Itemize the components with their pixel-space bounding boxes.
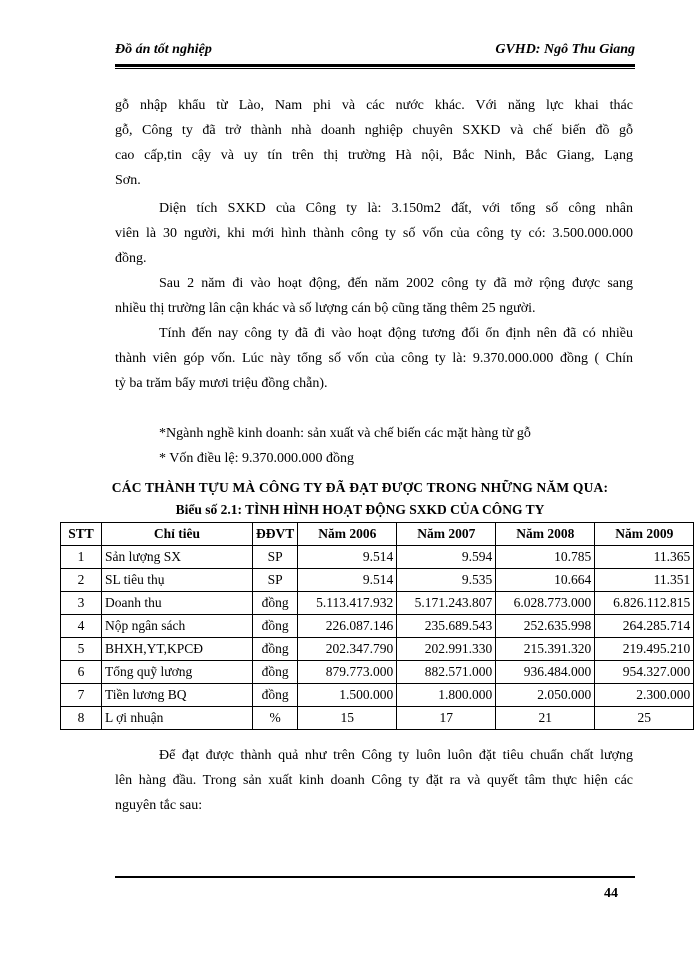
business-line-bullet: *Ngành nghề kinh doanh: sản xuất và chế biến các mặt hàng từ gỗ: [159, 426, 531, 441]
cell-unit: đồng: [253, 615, 298, 638]
cell-value: 882.571.000: [397, 661, 496, 684]
cell-value: 9.514: [298, 569, 397, 592]
header-left-title: Đồ án tốt nghiệp: [115, 42, 212, 57]
cell-indicator: Tổng quỹ lương: [102, 661, 253, 684]
table-row: [61, 661, 694, 684]
cell-indicator: BHXH,YT,KPCĐ: [102, 638, 253, 661]
paragraph-2: [115, 196, 633, 271]
table-caption: Biểu số 2.1: TÌNH HÌNH HOẠT ĐỘNG SXKD CỦA CÔNG TY: [175, 502, 545, 517]
cell-value: 202.347.790: [298, 638, 397, 661]
text-line: gỗ, Công ty đã trở thành nhà doanh nghiệp chuyên SXKD và chế biến đồ gỗ: [115, 123, 633, 138]
cell-value: 15: [298, 707, 397, 730]
cell-value: 9.594: [397, 546, 496, 569]
cell-stt: 3: [61, 592, 102, 615]
header-right-supervisor: GVHD: Ngô Thu Giang: [495, 42, 635, 57]
table-row: [61, 638, 694, 661]
text-line: nhiều thị trường lân cận khác và số lượng cán bộ cũng tăng thêm 25 người.: [115, 301, 536, 316]
cell-value: 25: [595, 707, 694, 730]
cell-stt: 8: [61, 707, 102, 730]
cell-unit: đồng: [253, 684, 298, 707]
cell-value: 9.535: [397, 569, 496, 592]
header-cell-stt: STT: [61, 523, 102, 546]
cell-stt: 6: [61, 661, 102, 684]
paragraph-3: [115, 271, 633, 321]
cell-stt: 4: [61, 615, 102, 638]
cell-value: 226.087.146: [298, 615, 397, 638]
cell-value: 5.171.243.807: [397, 592, 496, 615]
cell-value: 252.635.998: [496, 615, 595, 638]
cell-unit: đồng: [253, 661, 298, 684]
cell-stt: 7: [61, 684, 102, 707]
cell-unit: SP: [253, 569, 298, 592]
text-line: viên là 30 người, khi mới hình thành công ty số vốn của công ty có: 3.500.000.000: [115, 226, 633, 241]
text-line: Diện tích SXKD của Công ty là: 3.150m2 đất, với tổng số công nhân: [159, 201, 633, 216]
header-divider-thin: [115, 68, 635, 69]
cell-value: 10.785: [496, 546, 595, 569]
cell-value: 10.664: [496, 569, 595, 592]
footer-divider: [115, 876, 635, 878]
cell-value: 219.495.210: [595, 638, 694, 661]
cell-value: 5.113.417.932: [298, 592, 397, 615]
paragraph-1: [115, 93, 633, 193]
cell-value: 2.050.000: [496, 684, 595, 707]
table-row: [61, 592, 694, 615]
cell-stt: 5: [61, 638, 102, 661]
header-cell-2009: Năm 2009: [595, 523, 694, 546]
text-line: Để đạt được thành quả như trên Công ty luôn luôn đặt tiêu chuẩn chất lượng: [159, 748, 633, 763]
text-line: Tính đến nay công ty đã đi vào hoạt động tương đối ổn định nên đã có nhiều: [159, 326, 633, 341]
page-header: [115, 40, 635, 64]
charter-capital-bullet: * Vốn điều lệ: 9.370.000.000 đồng: [159, 451, 354, 466]
header-cell-2008: Năm 2008: [496, 523, 595, 546]
header-cell-unit: ĐĐVT: [253, 523, 298, 546]
cell-unit: đồng: [253, 638, 298, 661]
cell-value: 235.689.543: [397, 615, 496, 638]
text-line: cao cấp,tin cậy và uy tín trên thị trường Hà nội, Bắc Ninh, Bắc Giang, Lạng: [115, 148, 633, 163]
cell-value: 11.351: [595, 569, 694, 592]
table-row: [61, 569, 694, 592]
text-line: gỗ nhập khẩu từ Lào, Nam phi và các nước khác. Với năng lực khai thác: [115, 98, 633, 113]
cell-value: 2.300.000: [595, 684, 694, 707]
cell-indicator: Doanh thu: [102, 592, 253, 615]
cell-value: 11.365: [595, 546, 694, 569]
section-title: CÁC THÀNH TỰU MÀ CÔNG TY ĐÃ ĐẠT ĐƯỢC TRONG NHỮNG NĂM QUA:: [111, 480, 609, 495]
text-line: nguyên tắc sau:: [115, 798, 203, 813]
cell-value: 9.514: [298, 546, 397, 569]
cell-indicator: Sản lượng SX: [102, 546, 253, 569]
cell-indicator: Nộp ngân sách: [102, 615, 253, 638]
cell-value: 215.391.320: [496, 638, 595, 661]
text-line: lên hàng đầu. Trong sản xuất kinh doanh Công ty đặt ra và quyết tâm thực hiện các: [115, 773, 633, 788]
cell-value: 6.028.773.000: [496, 592, 595, 615]
paragraph-5: [115, 743, 633, 818]
table-row: [61, 684, 694, 707]
cell-stt: 1: [61, 546, 102, 569]
header-divider-thick: [115, 64, 635, 67]
cell-value: 202.991.330: [397, 638, 496, 661]
text-line: thành viên góp vốn. Lúc này tổng số vốn của công ty là: 9.370.000.000 đồng ( Chín: [115, 351, 633, 366]
cell-value: 17: [397, 707, 496, 730]
cell-value: 936.484.000: [496, 661, 595, 684]
cell-unit: SP: [253, 546, 298, 569]
cell-value: 1.800.000: [397, 684, 496, 707]
cell-stt: 2: [61, 569, 102, 592]
text-line: Sau 2 năm đi vào hoạt động, đến năm 2002 công ty đã mở rộng được sang: [159, 276, 633, 291]
table-row: [61, 546, 694, 569]
table-row: [61, 707, 694, 730]
text-line: Sơn.: [115, 173, 141, 188]
cell-value: 954.327.000: [595, 661, 694, 684]
cell-unit: %: [253, 707, 298, 730]
cell-indicator: SL tiêu thụ: [102, 569, 253, 592]
cell-indicator: L ợi nhuận: [102, 707, 253, 730]
header-cell-2007: Năm 2007: [397, 523, 496, 546]
table-header-row: [61, 523, 694, 546]
cell-value: 1.500.000: [298, 684, 397, 707]
text-line: tỷ ba trăm bẩy mươi triệu đồng chẵn).: [115, 376, 328, 391]
business-performance-table: [60, 522, 694, 730]
cell-value: 21: [496, 707, 595, 730]
page-number: 44: [604, 886, 618, 901]
cell-indicator: Tiền lương BQ: [102, 684, 253, 707]
paragraph-4: [115, 321, 633, 396]
header-cell-2006: Năm 2006: [298, 523, 397, 546]
cell-value: 6.826.112.815: [595, 592, 694, 615]
cell-unit: đồng: [253, 592, 298, 615]
text-line: đồng.: [115, 251, 147, 266]
header-cell-indicator: Chỉ tiêu: [102, 523, 253, 546]
cell-value: 264.285.714: [595, 615, 694, 638]
cell-value: 879.773.000: [298, 661, 397, 684]
table-row: [61, 615, 694, 638]
